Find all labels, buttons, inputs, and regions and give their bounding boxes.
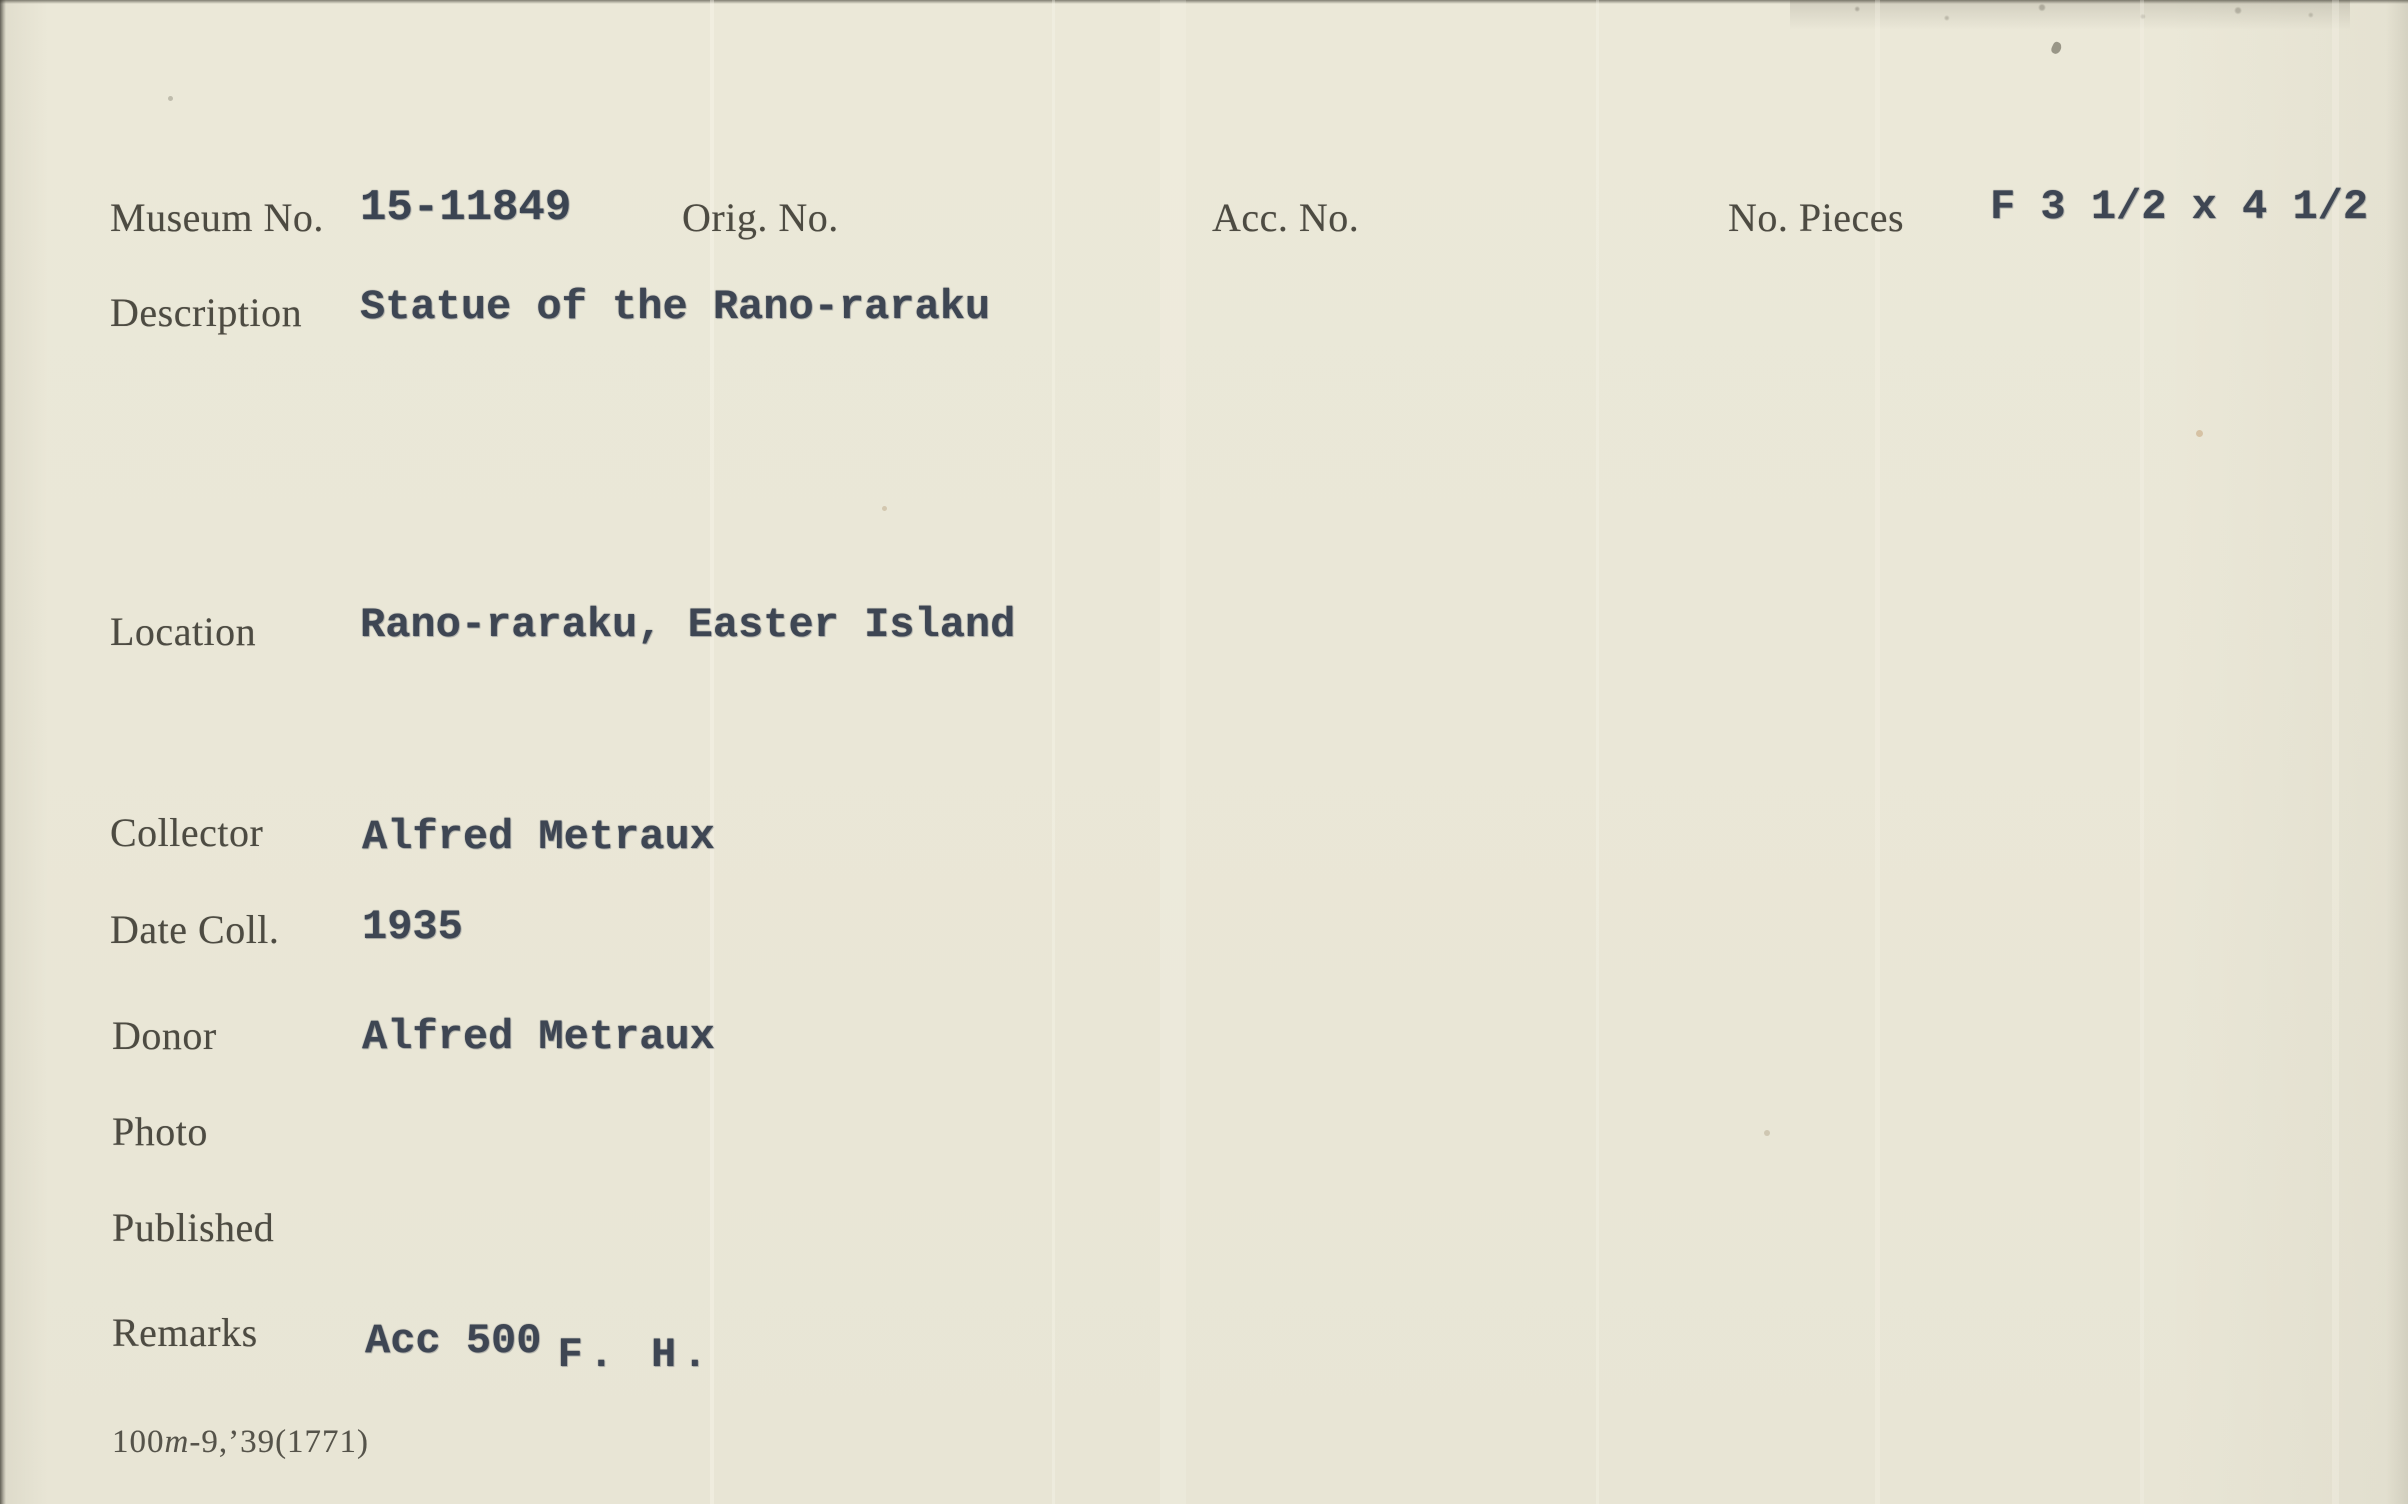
scan-streak [1052,0,1055,1504]
card-left-edge [0,0,6,1504]
remarks-value-suffix: F. H. [557,1331,714,1379]
donor-label: Donor [112,1013,217,1058]
photo-label: Photo [112,1109,208,1154]
print-code-prefix: 100 [112,1424,165,1460]
scan-streak [1160,0,1186,1504]
print-code-suffix: -9,’39(1771) [189,1424,370,1460]
print-code [112,1426,369,1459]
paper-speck [168,96,173,101]
location-value: Rano-raraku, Easter Island [360,601,1016,649]
description-value: Statue of the Rano-raraku [360,283,991,331]
acc-no-label: Acc. No. [1212,195,1360,240]
no-pieces-label: No. Pieces [1728,195,1905,240]
date-coll-value: 1935 [362,903,463,951]
print-code-italic: m [164,1424,190,1460]
paper-speck [2196,430,2203,437]
museum-no-value: 15-11849 [360,183,572,233]
collector-label: Collector [110,810,264,855]
remarks-label: Remarks [112,1310,258,1355]
published-label: Published [112,1205,275,1250]
museum-no-label: Museum No. [110,195,324,240]
description-label: Description [110,290,303,335]
paper-speck [2050,41,2063,56]
donor-value: Alfred Metraux [362,1013,715,1061]
date-coll-label: Date Coll. [110,907,280,952]
paper-speck [882,506,887,511]
remarks-value [365,1317,714,1379]
collector-value: Alfred Metraux [362,813,715,861]
remarks-value-main: Acc 500 [365,1317,542,1365]
scan-smudge [1790,0,2350,30]
card-right-edge-shade [2386,0,2408,1504]
orig-no-label: Orig. No. [682,195,839,240]
scan-streak [1596,0,1599,1504]
no-pieces-value: F 3 1/2 x 4 1/2 [1990,183,2369,231]
paper-speck [1764,1130,1770,1136]
location-label: Location [110,609,257,654]
